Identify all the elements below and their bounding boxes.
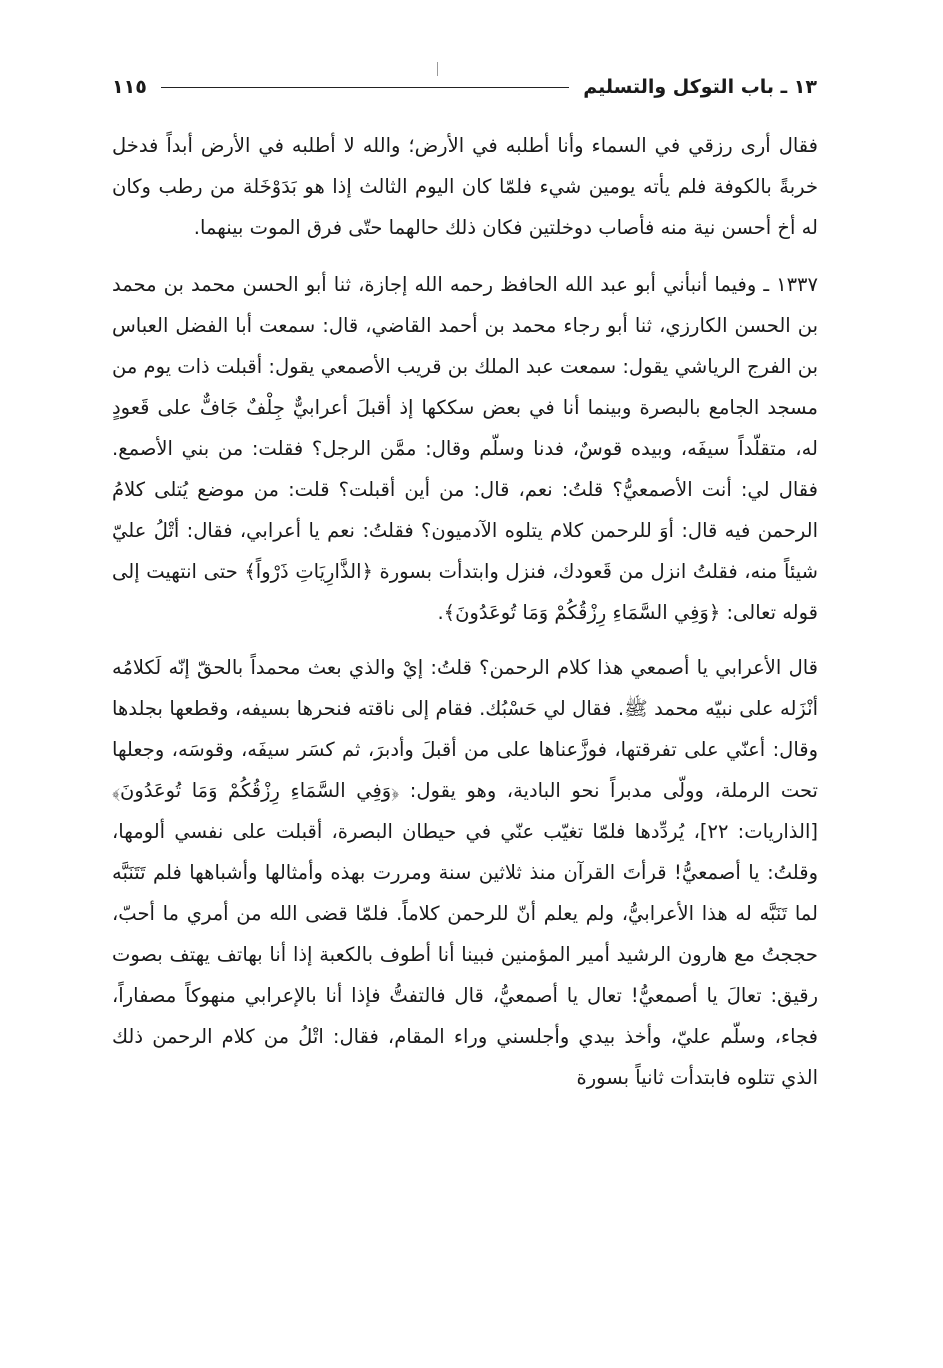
- paragraph-continuation: فقال أرى رزقي في السماء وأنا أطلبه في الأرض؛ والله لا أطلبه في الأرض أبداً فدخل خربةً بالكوفة فلم يأته يومين شيء فلمّا كان اليوم الثالث إذا هو بَدَوْخَلة من رطب وكان له أخ أحسن نية منه فأصاب دوخلتين فكان ذلك حالهما حتّى فرق الموت بينهما.: [112, 134, 818, 239]
- paragraph-bedouin-story: قال الأعرابي يا أصمعي هذا كلام الرحمن؟ قلتُ: إيْ والذي بعث محمداً بالحقّ إنّه لَكلامُه أنْزَله على نبيّه محمد ﷺ. فقال لي حَسْبُك. فقام إلى ناقته فنحرها بسيفه، وقطعها بجلدها وقال: أعنّي على تفرقتها، فوزَّعناها على من أقبلَ وأدبرَ، ثم كسَر سيفَه، وقوسَه، وجعلها تحت الرملة، وولّى مدبراً نحو البادية، وهو يقول: ﴿وَفِي السَّمَاءِ رِزْقُكُمْ وَمَا تُوعَدُونَ﴾ [الذاريات: ٢٢]، يُردِّدها فلمّا تغيّب عنّي في حيطان البصرة، أقبلت على نفسي ألومها، وقلتُ: يا أصمعيُّ! قرأتَ القرآن منذ ثلاثين سنة ومررت بهذه وأمثالها وأشباهها فلم تَتَنَبَّه لما تَنَبَّه له هذا الأعرابيُّ، ولم يعلم أنّ للرحمن كلاماً. فلمّا قضى الله من أمري ما أحبّ، حججتُ مع هارون الرشيد أمير المؤمنين فبينا أنا أطوف بالكعبة إذا أنا بهاتف يهتف بصوت رقيق: تعالَ يا أصمعيُّ! تعال يا أصمعيُّ، قال فالتفتُّ فإذا أنا بالإعرابي منهوكاً مصفاراً، فجاء، وسلّم عليّ، وأخذ بيدي وأجلسني وراء المقام، فقال: اتْلُ من كلام الرحمن ذلك الذي تتلوه فابتدأت ثانياً بسورة: [112, 656, 819, 1089]
- body-text: [112, 125, 818, 1098]
- running-header: [112, 70, 817, 104]
- header-rule: [161, 87, 569, 88]
- paragraph-narration-1337: ١٣٣٧ ـ وفيما أنبأني أبو عبد الله الحافظ رحمه الله إجازة، ثنا أبو الحسن محمد بن محمد بن الحسن الكارزي، ثنا أبو رجاء محمد بن أحمد القاضي، قال: سمعت أبا الفضل العباس بن الفرج الرياشي يقول: سمعت عبد الملك بن قريب الأصمعي يقول: أقبلت ذات يوم من مسجد الجامع بالبصرة وبينما أنا في بعض سككها إذ أقبلَ أعرابيٌّ جِلْفٌ جَافٌّ على قَعودٍ له، متقلّداً سيفَه، وبيده قوسٌ، فدنا وسلّم وقال: ممَّن الرجل؟ فقلت: من بني الأصمع. فقال لي: أنت الأصمعيُّ؟ قلتُ: نعم، قال: من أين أقبلت؟ قلت: من موضع يُتلى كلامُ الرحمن فيه قال: أوَ للرحمن كلام يتلوه الآدميون؟ فقلتُ: نعم يا أعرابي، فقال: أتْلُ عليّ شيئاً منه، فقلتُ انزل من قَعودك، فنزل وابتدأت بسورة ﴿الذَّارِيَاتِ ذَرْواً﴾ حتى انتهيت إلى قوله تعالى: ﴿وَفِي السَّمَاءِ رِزْقُكُمْ وَمَا تُوعَدُونَ﴾.: [112, 273, 818, 624]
- page-number: ١١٥: [112, 76, 147, 98]
- chapter-title: ١٣ ـ باب التوكل والتسليم: [583, 76, 817, 98]
